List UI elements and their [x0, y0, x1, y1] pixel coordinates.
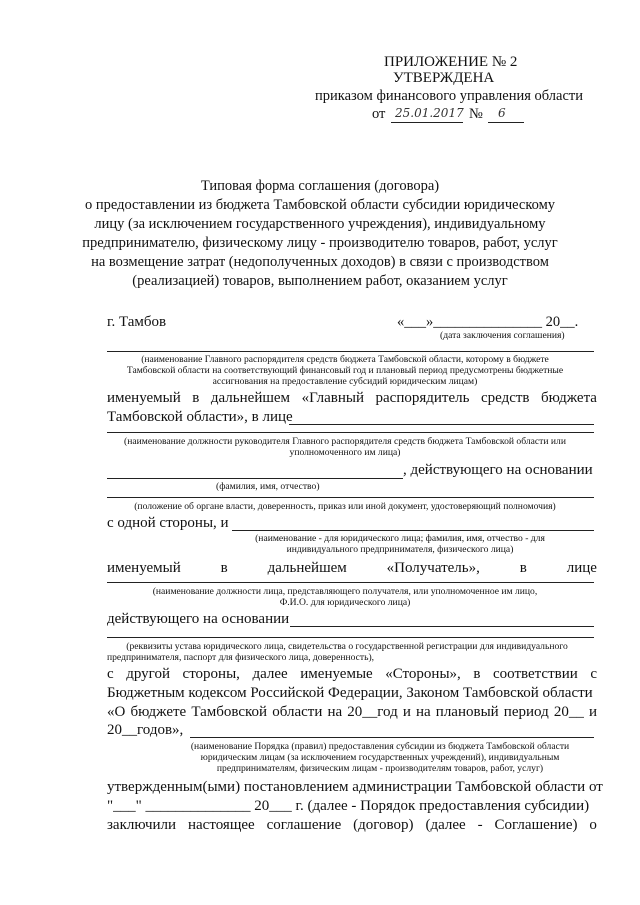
word: Соглашение) — [494, 817, 578, 833]
approved-label: УТВЕРЖДЕНА — [393, 70, 495, 86]
budget-law-line — [107, 704, 597, 721]
agreement-date-caption: (дата заключения соглашения) — [440, 330, 565, 341]
word: бюджета — [541, 390, 597, 406]
word: именуемый — [107, 390, 181, 406]
word: и — [402, 704, 411, 720]
procedure-caption-2: юридическим лицам (за исключением государственных учреждений), индивидуальным — [200, 752, 560, 763]
grbs-caption-2: Тамбовской области на соответствующий финансовый год и плановый период предусмотрены бюджетные — [126, 365, 564, 376]
word: в — [519, 560, 527, 576]
fio-line — [107, 478, 403, 479]
procedure-date-line: "___" ______________ 20___ г. (далее - Порядок предоставления субсидии) — [107, 798, 590, 814]
recipient-caption-1: (наименование - для юридического лица; фамилия, имя, отчество - для — [255, 533, 545, 544]
approved-by-line: утвержденным(ыми) постановлением администрации Тамбовской области от — [107, 779, 603, 795]
regulation-line — [107, 497, 594, 498]
word: «Главный — [301, 390, 364, 406]
position-caption-2: уполномоченного им лица) — [289, 447, 401, 458]
word: другой — [126, 666, 170, 682]
word: области — [272, 704, 323, 720]
title-line-5: на возмещение затрат (недополученных доходов) в связи с производством — [91, 254, 549, 270]
grbs-person-line — [289, 424, 594, 425]
order-date-handwritten: 25.01.2017 — [395, 106, 464, 120]
grbs-caption-3: ассигнования на предоставление субсидий юридическим лицам) — [212, 376, 478, 387]
word: в — [473, 666, 481, 682]
order-date-underline — [391, 122, 463, 123]
acting-on-basis-2: действующего на основании — [107, 611, 290, 627]
appendix-number: ПРИЛОЖЕНИЕ № 2 — [384, 54, 518, 70]
word: и — [588, 704, 597, 720]
basis-line — [290, 626, 594, 627]
named-as-grbs-line — [107, 390, 597, 407]
position-caption-1: (наименование должности руководителя Главного распорядителя средств бюджета Тамбовской области или — [124, 436, 566, 447]
order-number-underline — [488, 122, 524, 123]
grbs-name-line — [107, 351, 594, 352]
procedure-line — [190, 737, 594, 738]
agreement-date-field: «___»_______________ 20__. — [397, 314, 579, 330]
fio-caption: (фамилия, имя, отчество) — [216, 481, 320, 492]
recipient-name-line — [232, 530, 594, 531]
budget-code-line: Бюджетным кодексом Российской Федерации, Законом Тамбовской области — [107, 685, 593, 701]
title-line-3: лицу (за исключением государственного учреждения), индивидуальному — [94, 216, 546, 232]
order-number-handwritten: 6 — [498, 106, 506, 120]
grbs-caption-1: (наименование Главного распорядителя средств бюджета Тамбовской области, которому в бюджете — [141, 354, 549, 365]
order-date-prefix: от — [372, 106, 386, 122]
word: средств — [480, 390, 530, 406]
title-line-4: предпринимателю, физическому лицу - производителю товаров, работ, услуг — [82, 235, 558, 251]
grbs-position-line — [107, 432, 594, 433]
word: в — [192, 390, 200, 406]
in-person-of: Тамбовской области», в лице — [107, 409, 293, 425]
word: 20__год — [347, 704, 398, 720]
representative-caption-2: Ф.И.О. для юридического лица) — [279, 597, 411, 608]
word: настоящее — [188, 817, 255, 833]
word: соответствии — [493, 666, 578, 682]
word: бюджете — [130, 704, 187, 720]
word: - — [477, 817, 483, 833]
word: о — [589, 817, 597, 833]
word: с — [107, 666, 114, 682]
word: на — [416, 704, 431, 720]
word: 20__ — [553, 704, 584, 720]
word: стороны, — [182, 666, 240, 682]
order-issuer: приказом финансового управления области — [315, 88, 584, 104]
word: дальнейшем — [267, 560, 347, 576]
word: с — [590, 666, 597, 682]
representative-caption-1: (наименование должности лица, представляющего получателя, или уполномоченное им лицо, — [152, 586, 538, 597]
title-line-6: (реализацией) товаров, выполнением работ, оказанием услуг — [132, 273, 508, 289]
concluded-line — [107, 817, 597, 834]
word: заключили — [107, 817, 177, 833]
word: далее — [252, 666, 288, 682]
years-line: 20__годов», — [107, 722, 184, 738]
word: Тамбовской — [191, 704, 268, 720]
city: г. Тамбов — [107, 314, 167, 330]
charter-caption-2: предпринимателя, паспорт для физического лица, доверенность), — [107, 652, 375, 663]
word: именуемый — [107, 560, 181, 576]
word: «О — [107, 704, 126, 720]
word: лице — [566, 560, 597, 576]
procedure-caption-1: (наименование Порядка (правил) предоставления субсидии из бюджета Тамбовской области — [190, 741, 570, 752]
word: в — [220, 560, 228, 576]
order-number-prefix: № — [469, 106, 483, 122]
charter-line — [107, 637, 594, 638]
representative-line — [107, 582, 594, 583]
word: на — [327, 704, 343, 720]
word: именуемые — [300, 666, 373, 682]
charter-caption-1: (реквизиты устава юридического лица, свидетельства о государственной регистрации для индивидуального — [126, 641, 568, 652]
word: (договор) — [353, 817, 414, 833]
procedure-caption-3: предпринимателям, физическим лицам - производителям товаров, работ, услуг) — [216, 763, 544, 774]
one-side: с одной стороны, и — [107, 515, 229, 531]
word: распорядитель — [375, 390, 470, 406]
parties-line — [107, 666, 597, 683]
word: период — [503, 704, 549, 720]
form-title: Типовая форма соглашения (договора) — [200, 178, 440, 194]
word: (далее — [425, 817, 466, 833]
word: дальнейшем — [210, 390, 291, 406]
recipient-caption-2: индивидуального предпринимателя, физического лица) — [286, 544, 514, 555]
word: соглашение — [266, 817, 342, 833]
word: «Стороны», — [385, 666, 461, 682]
acting-on-basis: , действующего на основании — [403, 462, 593, 478]
word: плановый — [435, 704, 499, 720]
named-as-recipient-line — [107, 560, 597, 577]
title-line-2: о предоставлении из бюджета Тамбовской области субсидии юридическому — [84, 197, 556, 213]
word: «Получатель», — [386, 560, 480, 576]
regulation-caption: (положение об органе власти, доверенность, приказ или иной документ, удостоверяющий полномочия) — [134, 501, 556, 512]
